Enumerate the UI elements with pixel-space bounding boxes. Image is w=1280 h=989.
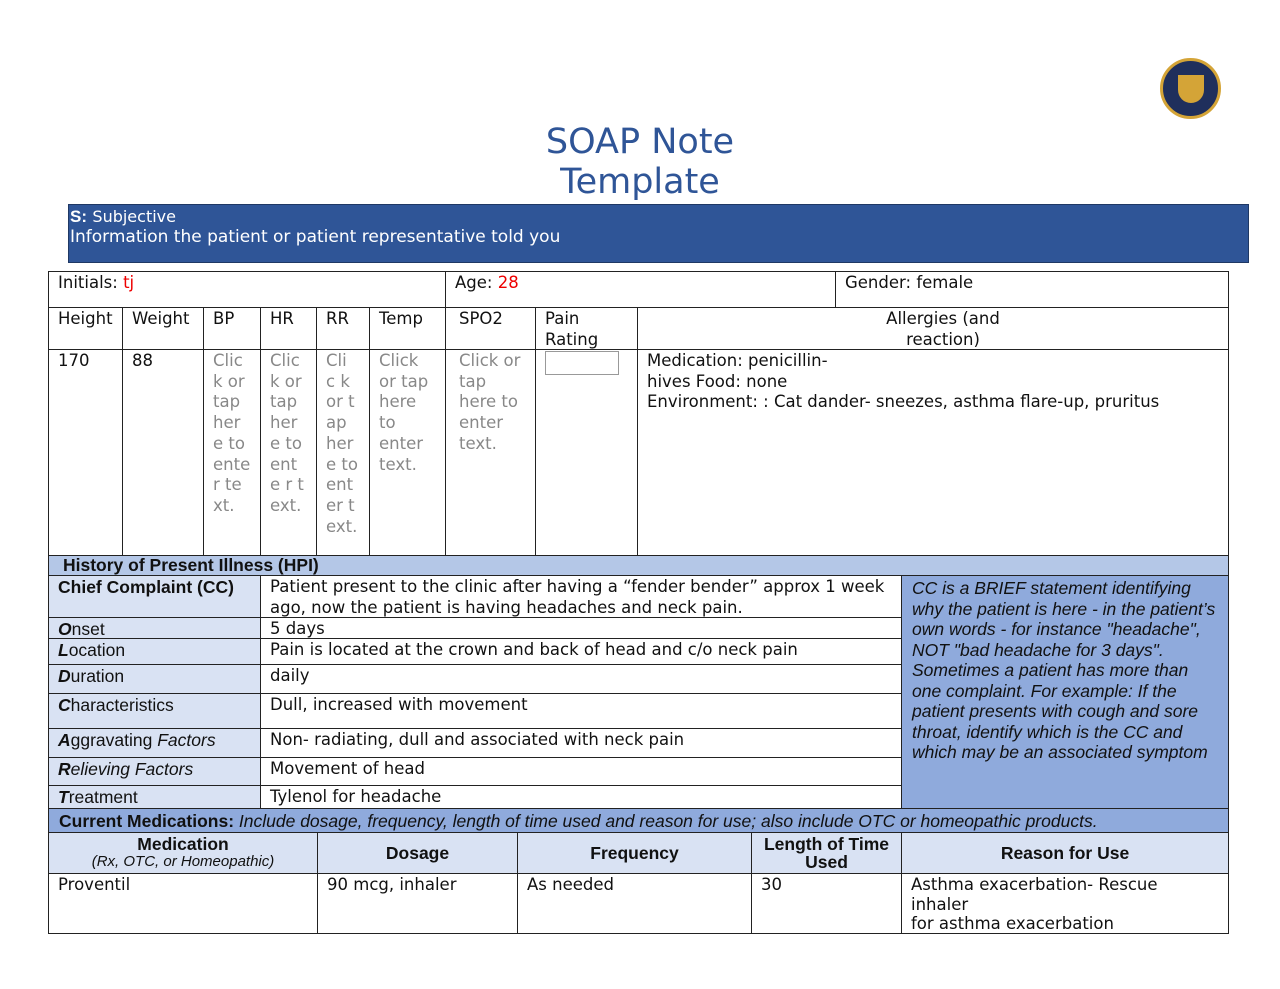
- allergies-value[interactable]: [637, 349, 1229, 556]
- initials-label: Initials:: [58, 273, 118, 292]
- university-logo: [1160, 58, 1221, 119]
- spo2-input[interactable]: Click or tap here to enter text.: [445, 349, 536, 556]
- gender-value: female: [916, 273, 974, 292]
- hpi-label: [48, 617, 261, 639]
- hpi-label-rest: ocation: [68, 640, 126, 660]
- allergy-line: Environment: : Cat dander- sneezes, asthma flare-up, pruritus: [647, 392, 1160, 412]
- medications-header: [48, 808, 1229, 833]
- hpi-label-rest: haracteristics: [70, 695, 174, 715]
- section-letter: S:: [70, 207, 87, 226]
- frequency-col-header: Frequency: [517, 832, 752, 874]
- hpi-value[interactable]: Non- radiating, dull and associated with neck pain: [260, 728, 902, 758]
- section-description: Information the patient or patient representative told you: [70, 227, 561, 247]
- medication-col-title: Medication: [137, 834, 229, 854]
- hpi-label-key: D: [58, 666, 71, 686]
- initials-field[interactable]: [48, 271, 446, 308]
- bp-header: BP: [203, 307, 261, 350]
- hpi-label-rest: uration: [70, 666, 125, 686]
- rr-header: RR: [316, 307, 370, 350]
- hpi-header: History of Present Illness (HPI): [48, 555, 1229, 576]
- bp-input[interactable]: Clic k or tap her e to ente r text.: [203, 349, 261, 556]
- hpi-label: [48, 728, 261, 758]
- hpi-label: [48, 693, 261, 729]
- hpi-label: [48, 757, 261, 786]
- medications-instructions: Include dosage, frequency, length of time used and reason for use; also include OTC or homeopathic products.: [238, 811, 1098, 831]
- hpi-label-rest: Factors: [157, 730, 216, 750]
- height-header: Height: [48, 307, 123, 350]
- temp-input[interactable]: Click or tap here to enter text.: [369, 349, 446, 556]
- cc-label: [48, 575, 261, 618]
- hr-input[interactable]: Clic k or tap her e to ent e r text.: [260, 349, 317, 556]
- age-field[interactable]: [445, 271, 836, 308]
- hr-header: HR: [260, 307, 317, 350]
- allergies-header-text: Allergies (and reaction): [886, 309, 1000, 349]
- page-subtitle: Template: [560, 162, 720, 202]
- medication-length[interactable]: 30: [751, 873, 902, 934]
- section-name: Subjective: [92, 207, 176, 226]
- length-col-header: Length of Time Used: [751, 832, 902, 874]
- age-label: Age:: [455, 273, 493, 292]
- age-value: 28: [497, 273, 519, 292]
- pain-rating-header: Pain Rating: [535, 307, 638, 350]
- cc-guidance-note: CC is a BRIEF statement identifying why the patient is here - in the patient’s own words - for instance "headache", NOT "bad headache for 3 days". Sometimes a patient has more than one complaint. For example: If the patient presents with cough and sore throat, identify which is the CC and which may be an associated symptom: [901, 575, 1229, 809]
- allergy-line: Medication: penicillin-: [647, 351, 828, 370]
- medication-col-sub: (Rx, OTC, or Homeopathic): [91, 853, 275, 870]
- hpi-label-rest: nset: [71, 619, 105, 639]
- hpi-value[interactable]: 5 days: [260, 617, 902, 639]
- cc-value[interactable]: Patient present to the clinic after having a “fender bender” approx 1 week ago, now the patient is having headaches and neck pain.: [260, 575, 902, 618]
- hpi-label-rest: elieving Factors: [70, 759, 194, 779]
- medication-name[interactable]: Proventil: [48, 873, 318, 934]
- hpi-label-key: A: [58, 730, 71, 750]
- hpi-label-key: R: [58, 759, 71, 779]
- dosage-col-header: Dosage: [317, 832, 518, 874]
- rr-input[interactable]: Cli c k or tap her e to ent er text.: [316, 349, 370, 556]
- reason-line: Asthma exacerbation- Rescue inhaler: [911, 875, 1158, 914]
- subjective-banner: [68, 204, 1249, 263]
- hpi-label: [48, 638, 261, 665]
- medication-dosage[interactable]: 90 mcg, inhaler: [317, 873, 518, 934]
- allergy-line: hives Food: none: [647, 371, 788, 391]
- temp-header: Temp: [369, 307, 446, 350]
- medication-reason[interactable]: [901, 873, 1229, 934]
- weight-value[interactable]: 88: [122, 349, 204, 556]
- height-value[interactable]: 170: [48, 349, 123, 556]
- hpi-label-key: C: [58, 695, 71, 715]
- cc-label-text: Chief Complaint (CC): [58, 577, 234, 597]
- hpi-label-key: T: [58, 787, 69, 807]
- hpi-value[interactable]: Dull, increased with movement: [260, 693, 902, 729]
- allergies-header: [637, 307, 1229, 350]
- medication-frequency[interactable]: As needed: [517, 873, 752, 934]
- pain-rating-cell: [535, 349, 638, 556]
- initials-value: tj: [123, 273, 135, 292]
- hpi-value[interactable]: daily: [260, 664, 902, 694]
- hpi-value[interactable]: Pain is located at the crown and back of head and c/o neck pain: [260, 638, 902, 665]
- reason-col-header: Reason for Use: [901, 832, 1229, 874]
- gender-label: Gender:: [845, 273, 912, 292]
- gender-field[interactable]: [835, 271, 1229, 308]
- hpi-label-key: L: [58, 640, 69, 660]
- hpi-value[interactable]: Tylenol for headache: [260, 785, 902, 809]
- hpi-label-rest: reatment: [68, 787, 138, 807]
- hpi-label: [48, 664, 261, 694]
- medications-title: Current Medications:: [59, 811, 235, 831]
- hpi-value[interactable]: Movement of head: [260, 757, 902, 786]
- medication-col-header: [48, 832, 318, 874]
- hpi-label: [48, 785, 261, 809]
- page-title: SOAP Note: [545, 122, 735, 162]
- reason-line: for asthma exacerbation: [911, 914, 1114, 933]
- weight-header: Weight: [122, 307, 204, 350]
- pain-rating-input[interactable]: [545, 351, 619, 375]
- hpi-label-rest: ggravating: [70, 730, 158, 750]
- hpi-label-key: O: [58, 619, 72, 639]
- spo2-header: SPO2: [445, 307, 536, 350]
